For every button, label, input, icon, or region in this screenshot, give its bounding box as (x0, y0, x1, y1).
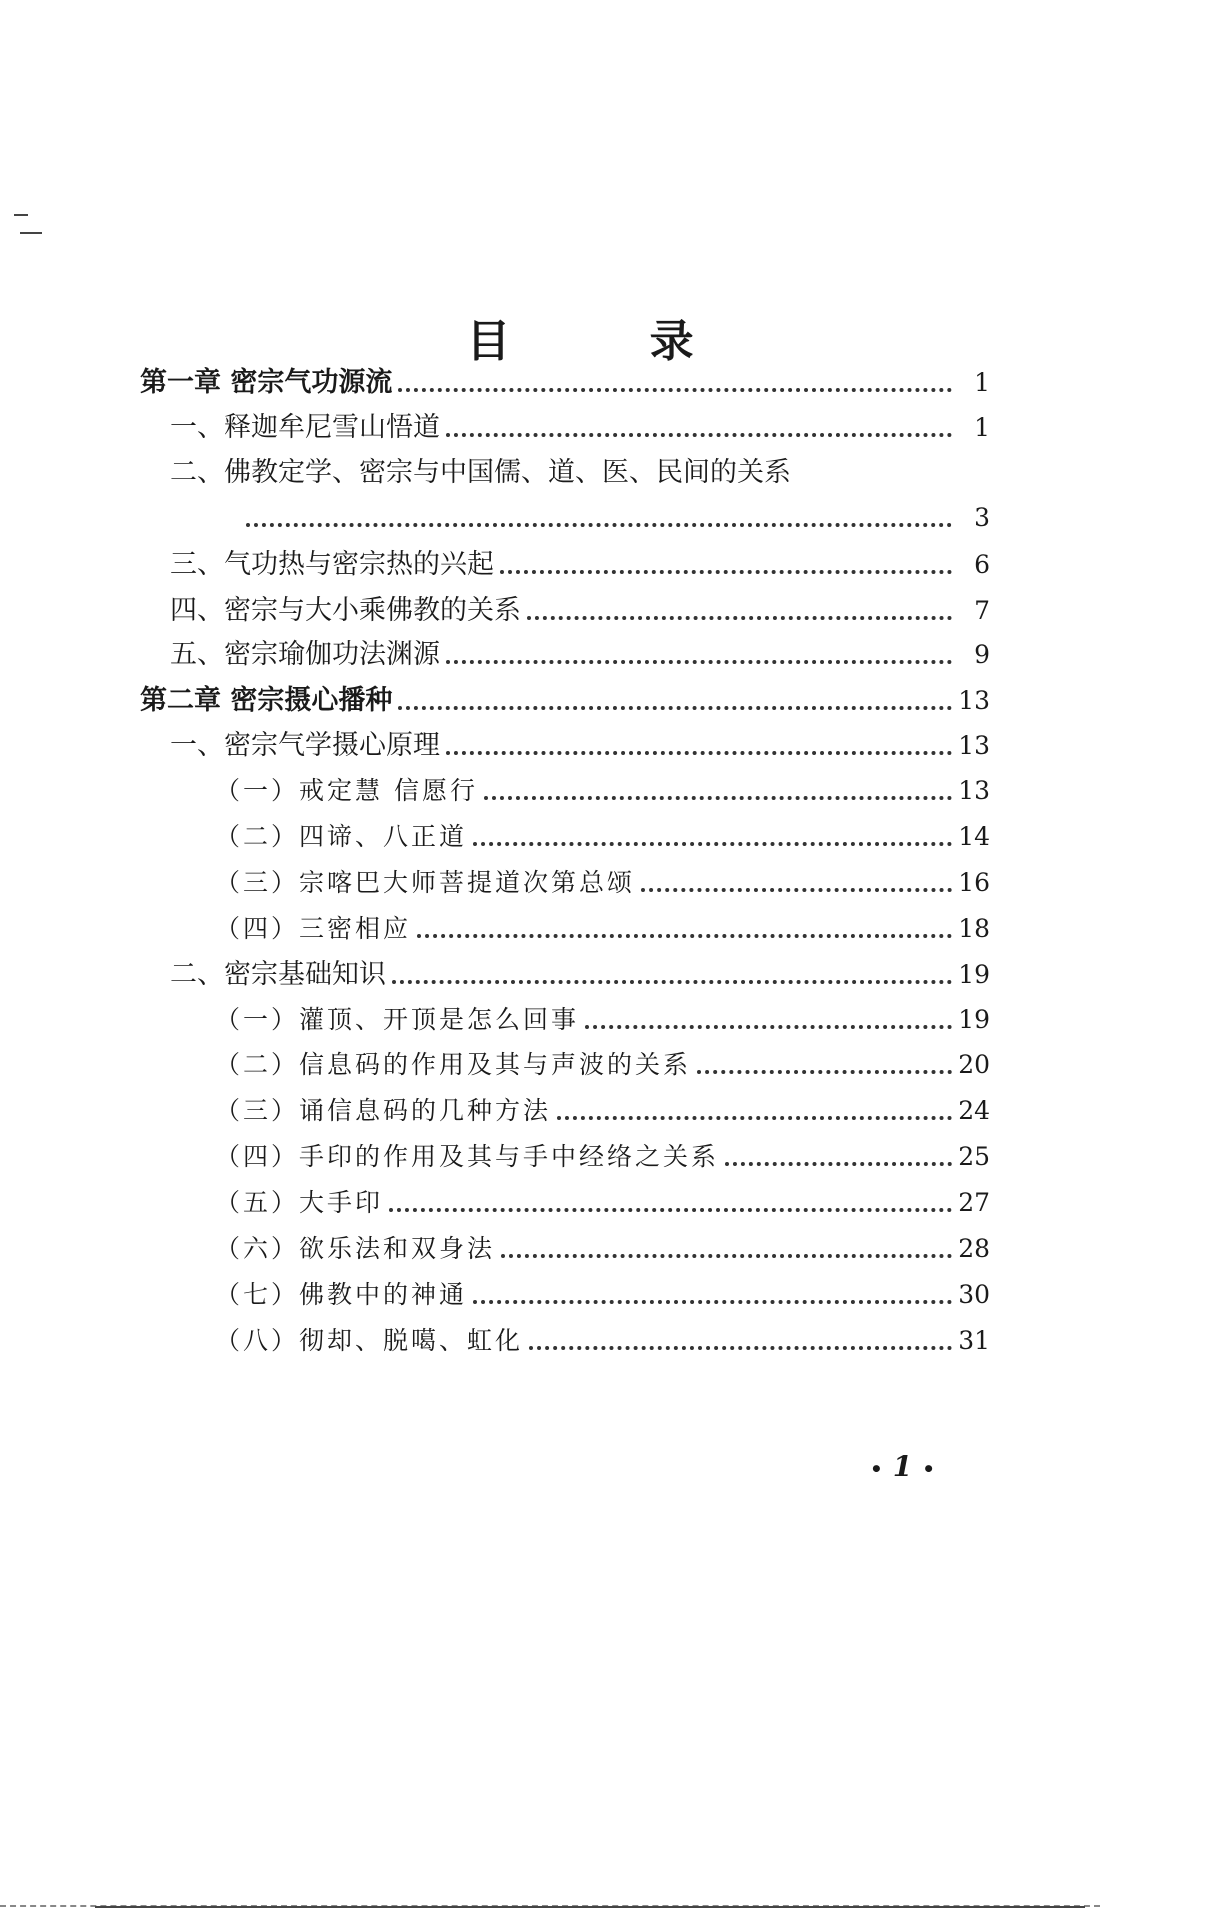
toc-entry-page: 19 (958, 1005, 990, 1034)
toc-entry-label: （二）信息码的作用及其与声波的关系 (215, 1050, 692, 1079)
dot-leader (557, 1116, 952, 1120)
toc-entry-label: （六）欲乐法和双身法 (215, 1234, 496, 1263)
toc-entry (140, 678, 990, 718)
dot-leader (527, 616, 952, 620)
dot-leader (725, 1162, 952, 1166)
toc-entry-page: 27 (958, 1188, 990, 1217)
toc-entry (140, 1272, 990, 1312)
toc-entry-label: （三）诵信息码的几种方法 (215, 1096, 552, 1125)
toc-entry (140, 450, 990, 490)
toc-entry (140, 814, 990, 854)
toc-entry-label: （二）四谛、八正道 (215, 822, 468, 851)
dot-leader (389, 1208, 952, 1212)
dot-leader (446, 751, 952, 755)
toc-entry-label: 第二章 密宗摄心播种 (140, 685, 393, 716)
toc-entry-page: 13 (958, 686, 990, 715)
toc-entry (140, 768, 990, 808)
dot-leader (417, 934, 952, 938)
page-number: • 1 • (870, 1450, 936, 1483)
dot-leader (529, 1346, 952, 1350)
toc-entry (140, 405, 990, 445)
toc-entry (140, 360, 990, 400)
toc-entry-label: 二、佛教定学、密宗与中国儒、道、医、民间的关系 (170, 457, 791, 488)
toc-entry (140, 1134, 990, 1174)
dot-leader (398, 706, 952, 710)
page-number-value: 1 (892, 1450, 913, 1483)
toc-entry-page: 20 (958, 1050, 990, 1079)
toc-entry-label: （四）手印的作用及其与手中经络之关系 (215, 1142, 720, 1171)
toc-entry-page: 31 (958, 1326, 990, 1355)
toc-entry-page: 24 (958, 1096, 990, 1125)
toc-entry-label: （四）三密相应 (215, 914, 412, 943)
toc-entry-label: 二、密宗基础知识 (170, 959, 386, 990)
toc-entry (140, 1318, 990, 1358)
toc-entry-page: 30 (958, 1280, 990, 1309)
toc-entry-page: 25 (958, 1142, 990, 1171)
toc-entry-page: 13 (958, 731, 990, 760)
toc-entry-page: 1 (974, 368, 990, 397)
dot-leader (585, 1025, 952, 1029)
toc-entry (140, 588, 990, 628)
toc-entry-page: 18 (958, 914, 990, 943)
dot-leader (473, 1300, 952, 1304)
toc-entry-label: （三）宗喀巴大师菩提道次第总颂 (215, 868, 636, 897)
toc-entry-page: 14 (958, 822, 990, 851)
toc-entry (140, 952, 990, 992)
toc-entry-page: 9 (974, 640, 990, 669)
dot-leader (392, 980, 952, 984)
toc-entry-page: 28 (958, 1234, 990, 1263)
toc-entry-label: （一）灌顶、开顶是怎么回事 (215, 1005, 580, 1034)
toc-entry (140, 997, 990, 1037)
dot-leader (398, 388, 952, 392)
toc-entry (140, 1088, 990, 1128)
toc-entry-label: 三、气功热与密宗热的兴起 (170, 549, 494, 580)
toc-entry (140, 632, 990, 672)
margin-mark (14, 214, 28, 216)
toc-entry-label: （五）大手印 (215, 1188, 384, 1217)
dot-leader (641, 888, 952, 892)
toc-entry-label: 四、密宗与大小乘佛教的关系 (170, 595, 521, 626)
toc-entry-page: 19 (958, 960, 990, 989)
dot-leader (446, 660, 952, 664)
toc-entry-label: （一）戒定慧 信愿行 (215, 776, 478, 805)
dot-leader (473, 842, 952, 846)
dot-leader (484, 796, 952, 800)
margin-mark (20, 232, 42, 234)
toc-entry (140, 860, 990, 900)
toc-entry-page: 1 (974, 413, 990, 442)
dot-leader (246, 523, 952, 527)
toc-entry (140, 906, 990, 946)
toc-entry (140, 1042, 990, 1082)
toc-entry-page: 3 (974, 503, 990, 532)
toc-entry-label: 第一章 密宗气功源流 (140, 367, 393, 398)
toc-entry-label: （八）彻却、脱噶、虹化 (215, 1326, 524, 1355)
dot-leader (500, 570, 952, 574)
toc-entry-page: 16 (958, 868, 990, 897)
toc-entry (140, 542, 990, 582)
toc-entry (140, 495, 990, 535)
toc-entry (140, 1180, 990, 1220)
toc-entry-page: 6 (974, 550, 990, 579)
toc-entry-label: 一、释迦牟尼雪山悟道 (170, 412, 440, 443)
dot-leader (446, 433, 952, 437)
toc-entry-label: （七）佛教中的神通 (215, 1280, 468, 1309)
toc-entry-label: 五、密宗瑜伽功法渊源 (170, 639, 440, 670)
toc-entry-page: 7 (974, 596, 990, 625)
toc-entry-page: 13 (958, 776, 990, 805)
toc-entry (140, 1226, 990, 1266)
toc-entry-label: 一、密宗气学摄心原理 (170, 730, 440, 761)
page-title: 目 录 (466, 316, 756, 368)
dot-leader (501, 1254, 952, 1258)
dot-leader (697, 1070, 952, 1074)
toc-entry (140, 723, 990, 763)
